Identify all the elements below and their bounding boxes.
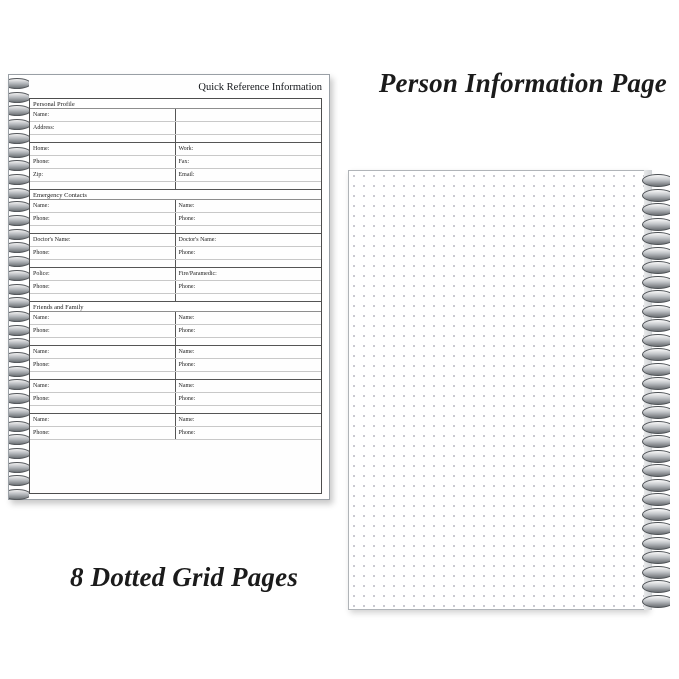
spiral-ring	[642, 551, 670, 564]
field-label-left[interactable]: Name:	[30, 380, 176, 392]
field-label-left[interactable]: Home:	[30, 143, 176, 155]
field-label-left[interactable]	[30, 135, 176, 142]
field-label-right[interactable]: Name:	[178, 203, 195, 209]
spiral-ring	[642, 247, 670, 260]
field-label-left[interactable]: Name:	[30, 312, 176, 324]
table-row	[30, 359, 321, 372]
spiral-ring	[9, 92, 29, 103]
spiral-ring	[642, 174, 670, 187]
table-row	[30, 268, 321, 281]
table-row	[30, 143, 321, 156]
page-title: Quick Reference Information	[198, 82, 322, 93]
field-label-right[interactable]: Phone:	[178, 362, 196, 368]
table-row	[30, 281, 321, 294]
dotted-grid-notebook	[348, 170, 670, 610]
section-heading: Friends and Family	[30, 302, 321, 312]
table-row	[30, 182, 321, 190]
spiral-ring	[642, 421, 670, 434]
table-row	[30, 294, 321, 302]
spiral-ring	[9, 242, 29, 253]
field-label-right[interactable]: Phone:	[178, 250, 196, 256]
table-row	[30, 213, 321, 226]
spiral-ring	[9, 352, 29, 363]
field-label-right[interactable]: Phone:	[178, 430, 196, 436]
spiral-ring	[9, 215, 29, 226]
quick-reference-page	[27, 80, 324, 494]
field-label-right[interactable]: Work:	[178, 146, 194, 152]
field-label-right[interactable]	[176, 226, 322, 233]
spiral-ring	[642, 537, 670, 550]
spiral-ring	[9, 174, 29, 185]
spiral-ring	[9, 188, 29, 199]
field-label-left[interactable]: Name:	[30, 109, 176, 121]
dotted-grid-page	[348, 170, 648, 610]
spiral-binding-left	[9, 75, 29, 501]
field-label-right[interactable]: Name:	[178, 349, 195, 355]
spiral-binding-right	[642, 170, 670, 610]
spiral-ring	[642, 363, 670, 376]
spiral-ring	[9, 325, 29, 336]
table-row	[30, 414, 321, 427]
field-label-right[interactable]	[176, 294, 322, 301]
table-row	[30, 380, 321, 393]
field-label-left[interactable]	[30, 182, 176, 189]
spiral-ring	[642, 305, 670, 318]
table-row	[30, 372, 321, 380]
field-label-right[interactable]	[176, 372, 322, 379]
field-label-right[interactable]: Phone:	[178, 328, 196, 334]
field-label-right[interactable]: Email:	[178, 172, 195, 178]
spiral-ring	[642, 493, 670, 506]
table-row	[30, 226, 321, 234]
table-row	[30, 427, 321, 440]
spiral-ring	[642, 508, 670, 521]
spiral-ring	[9, 270, 29, 281]
spiral-ring	[642, 232, 670, 245]
spiral-ring	[9, 311, 29, 322]
spiral-ring	[9, 434, 29, 445]
spiral-ring	[642, 406, 670, 419]
table-row	[30, 109, 321, 122]
field-label-right[interactable]	[176, 109, 322, 121]
spiral-ring	[642, 334, 670, 347]
field-label-left[interactable]	[30, 338, 176, 345]
spiral-ring	[642, 464, 670, 477]
spiral-ring	[9, 284, 29, 295]
table-row	[30, 156, 321, 169]
spiral-ring	[642, 580, 670, 593]
spiral-ring	[9, 229, 29, 240]
field-label-right[interactable]	[176, 260, 322, 267]
spiral-ring	[642, 203, 670, 216]
field-label-left[interactable]: Phone:	[30, 393, 176, 405]
headline-person-information: Person Information Page	[378, 68, 667, 98]
spiral-ring	[642, 261, 670, 274]
spiral-ring	[9, 105, 29, 116]
spiral-ring	[9, 160, 29, 171]
spiral-ring	[642, 522, 670, 535]
spiral-ring	[9, 421, 29, 432]
field-label-right[interactable]	[176, 135, 322, 142]
spiral-ring	[642, 479, 670, 492]
field-label-left[interactable]: Phone:	[30, 156, 176, 168]
spiral-ring	[9, 256, 29, 267]
field-label-left[interactable]: Zip:	[30, 169, 176, 181]
section-heading: Emergency Contacts	[30, 190, 321, 200]
field-label-left[interactable]: Name:	[30, 414, 176, 426]
spiral-ring	[9, 119, 29, 130]
table-row	[30, 312, 321, 325]
spiral-ring	[9, 147, 29, 158]
field-label-left[interactable]	[30, 406, 176, 413]
field-label-right[interactable]: Doctor's Name:	[178, 237, 217, 243]
spiral-ring	[642, 566, 670, 579]
table-row	[30, 247, 321, 260]
spiral-ring	[9, 297, 29, 308]
table-row	[30, 346, 321, 359]
field-label-left[interactable]: Address:	[30, 122, 176, 134]
field-label-right[interactable]: Name:	[178, 417, 195, 423]
field-label-right[interactable]	[176, 406, 322, 413]
spiral-ring	[9, 133, 29, 144]
field-label-right[interactable]	[176, 122, 322, 134]
spiral-ring	[9, 338, 29, 349]
field-label-left[interactable]	[30, 226, 176, 233]
field-label-right[interactable]: Fax:	[178, 159, 190, 165]
spiral-ring	[9, 407, 29, 418]
table-row	[30, 260, 321, 268]
spiral-ring	[9, 462, 29, 473]
field-label-left[interactable]	[30, 294, 176, 301]
spiral-ring	[642, 319, 670, 332]
table-row	[30, 169, 321, 182]
table-row	[30, 406, 321, 414]
spiral-ring	[642, 189, 670, 202]
field-label-left[interactable]: Phone:	[30, 325, 176, 337]
field-label-left[interactable]	[30, 372, 176, 379]
spiral-ring	[642, 218, 670, 231]
field-label-right[interactable]	[176, 338, 322, 345]
field-label-left[interactable]: Doctor's Name:	[30, 234, 176, 246]
field-label-right[interactable]: Name:	[178, 383, 195, 389]
table-row	[30, 338, 321, 346]
table-row	[30, 122, 321, 135]
field-label-left[interactable]: Phone:	[30, 213, 176, 225]
table-row	[30, 325, 321, 338]
spiral-ring	[642, 435, 670, 448]
spiral-ring	[642, 595, 670, 608]
field-label-left[interactable]: Police:	[30, 268, 176, 280]
table-row	[30, 200, 321, 213]
field-label-right[interactable]: Fire/Paramedic:	[178, 271, 217, 277]
spiral-ring	[9, 201, 29, 212]
field-label-left[interactable]	[30, 260, 176, 267]
field-label-right[interactable]: Phone:	[178, 284, 196, 290]
table-row	[30, 135, 321, 143]
spiral-ring	[9, 475, 29, 486]
spiral-ring	[9, 78, 29, 89]
spiral-ring	[9, 448, 29, 459]
spiral-ring	[642, 290, 670, 303]
field-label-left[interactable]: Name:	[30, 346, 176, 358]
field-label-left[interactable]: Phone:	[30, 281, 176, 293]
headline-dotted-grid: 8 Dotted Grid Pages	[70, 562, 299, 592]
table-row	[30, 393, 321, 406]
spiral-ring	[642, 348, 670, 361]
spiral-ring	[642, 450, 670, 463]
field-label-right[interactable]	[176, 182, 322, 189]
spiral-ring	[642, 377, 670, 390]
field-label-right[interactable]: Phone:	[178, 396, 196, 402]
quick-reference-table	[29, 98, 322, 494]
field-label-right[interactable]: Name:	[178, 315, 195, 321]
field-label-left[interactable]: Name:	[30, 200, 176, 212]
spiral-ring	[642, 392, 670, 405]
quick-reference-notebook	[8, 74, 330, 500]
field-label-right[interactable]: Phone:	[178, 216, 196, 222]
field-label-left[interactable]: Phone:	[30, 359, 176, 371]
spiral-ring	[9, 379, 29, 390]
spiral-ring	[9, 489, 29, 500]
spiral-ring	[9, 366, 29, 377]
field-label-left[interactable]: Phone:	[30, 247, 176, 259]
table-row	[30, 234, 321, 247]
spiral-ring	[9, 393, 29, 404]
field-label-left[interactable]: Phone:	[30, 427, 176, 439]
section-heading: Personal Profile	[30, 99, 321, 109]
spiral-ring	[642, 276, 670, 289]
